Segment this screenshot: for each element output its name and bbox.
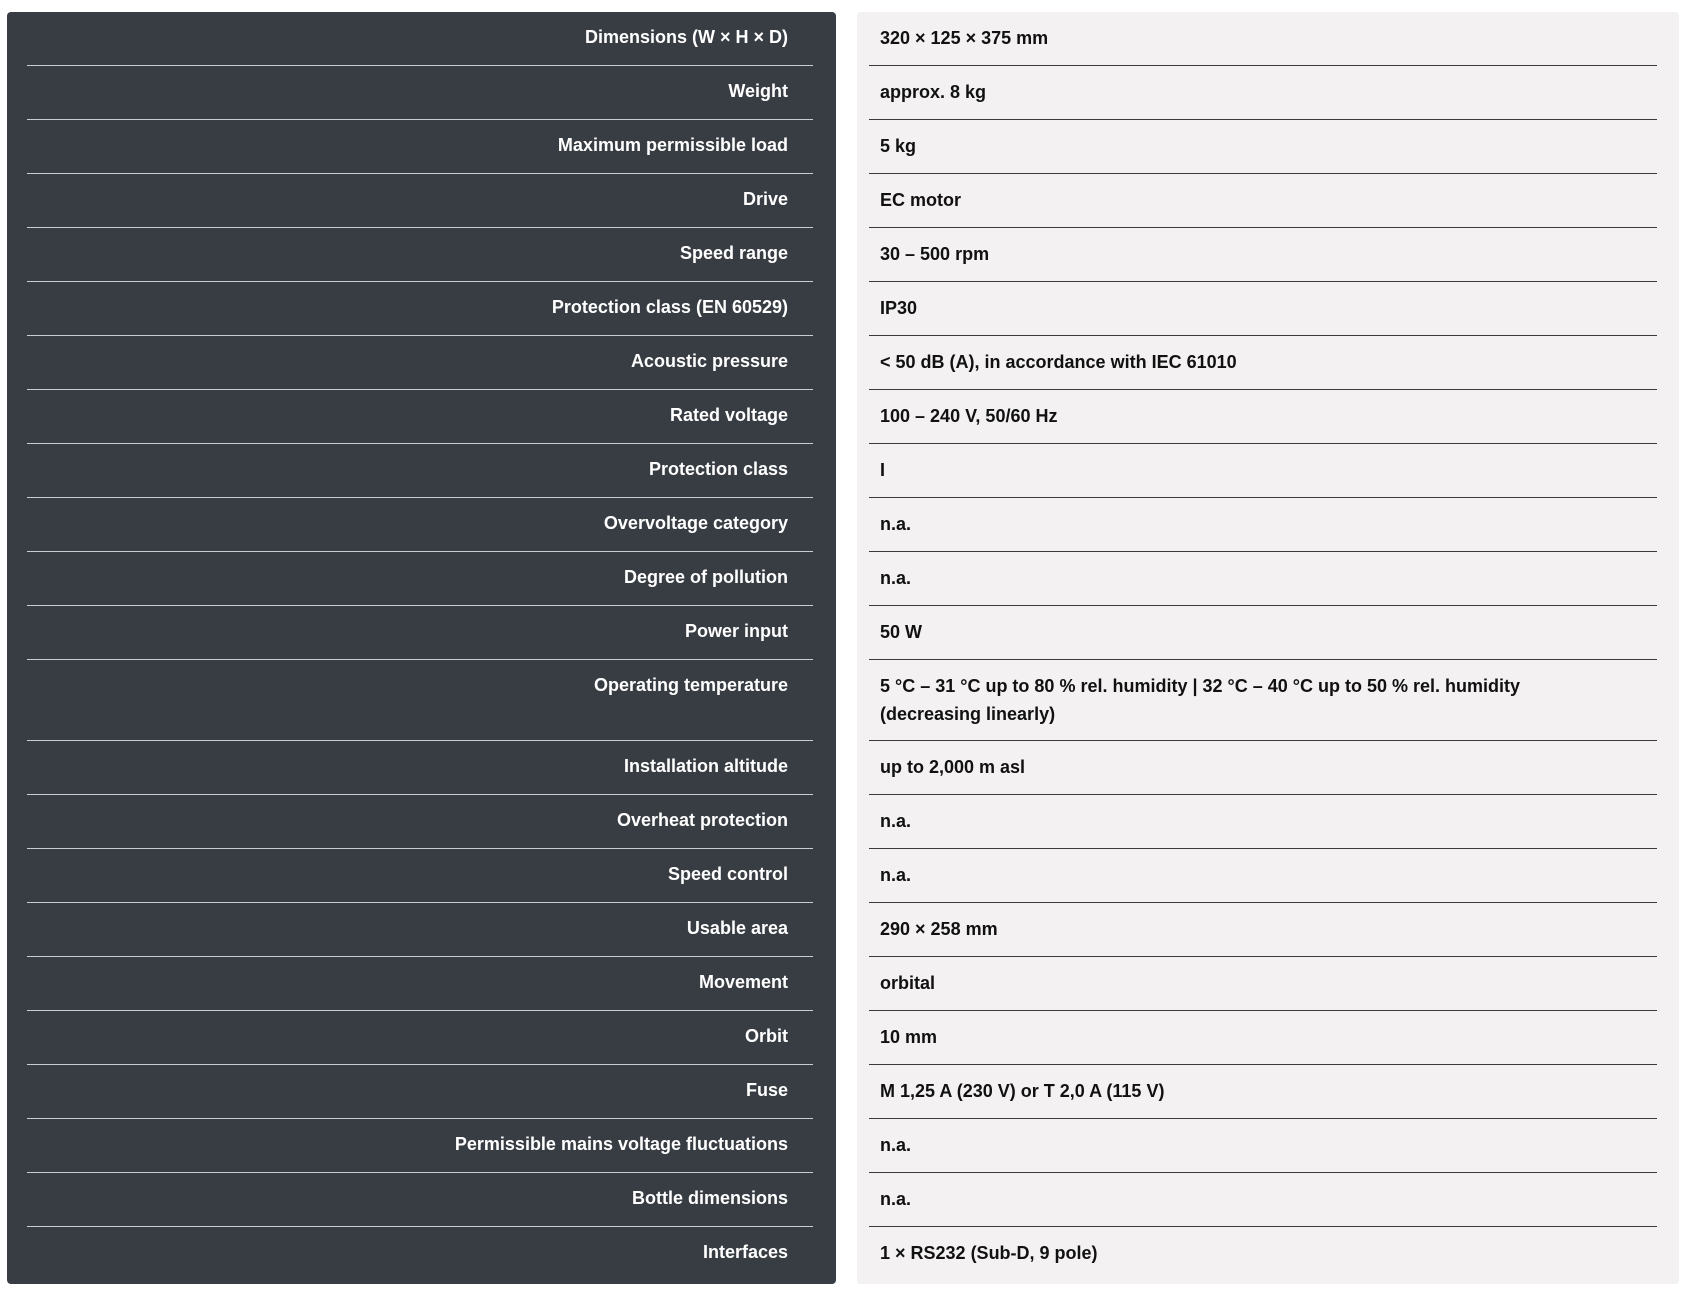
spec-value: M 1,25 A (230 V) or T 2,0 A (115 V) [880,1081,1165,1101]
spec-value: n.a. [880,811,912,831]
spec-label: Speed range [679,243,788,263]
spec-rows [7,12,1679,1281]
spec-label: Degree of pollution [624,567,788,587]
spec-label: Permissible mains voltage fluctuations [454,1134,788,1154]
spec-value: I [880,460,886,480]
spec-table [7,12,1679,1284]
spec-label: Maximum permissible load [557,135,788,155]
spec-label: Weight [728,81,788,101]
spec-value: n.a. [880,1189,912,1209]
spec-value: 5 kg [880,136,917,156]
spec-value: orbital [880,973,936,993]
spec-row [7,444,1679,498]
spec-row [7,957,1679,1011]
spec-label: Overvoltage category [603,513,788,533]
spec-row [7,552,1679,606]
spec-label: Drive [742,189,788,209]
spec-label: Speed control [667,864,788,884]
spec-value: < 50 dB (A), in accordance with IEC 61010 [880,352,1237,372]
spec-value: 10 mm [880,1027,938,1047]
spec-value: 320 × 125 × 375 mm [880,28,1049,48]
spec-label: Bottle dimensions [631,1188,788,1208]
spec-label: Protection class [648,459,788,479]
spec-row [7,606,1679,660]
spec-row [7,1227,1679,1281]
spec-value: n.a. [880,568,912,588]
spec-row [7,228,1679,282]
spec-label: Installation altitude [623,756,788,776]
spec-row [7,174,1679,228]
spec-label: Overheat protection [616,810,788,830]
spec-label: Orbit [745,1026,788,1046]
spec-row [7,66,1679,120]
spec-label: Acoustic pressure [630,351,788,371]
spec-row [7,336,1679,390]
spec-row [7,1173,1679,1227]
spec-row [7,498,1679,552]
spec-value: n.a. [880,514,912,534]
spec-label: Power input [685,621,788,641]
spec-row [7,390,1679,444]
spec-value: IP30 [880,298,918,318]
spec-value: 30 – 500 rpm [880,244,990,264]
spec-label: Dimensions (W × H × D) [584,27,788,47]
spec-value: 5 °C – 31 °C up to 80 % rel. humidity | 32 °C – 40 °C up to 50 % rel. humidity (decreasing linearly) [880,676,1520,724]
spec-row [7,849,1679,903]
spec-label: Movement [698,972,788,992]
spec-row [7,12,1679,66]
spec-label: Protection class (EN 60529) [551,297,788,317]
spec-row [7,1065,1679,1119]
spec-value: 1 × RS232 (Sub-D, 9 pole) [880,1243,1098,1263]
spec-row [7,1011,1679,1065]
spec-row [7,282,1679,336]
spec-value: 290 × 258 mm [880,919,998,939]
spec-value: 100 – 240 V, 50/60 Hz [880,406,1058,426]
spec-label: Fuse [745,1080,788,1100]
spec-row [7,795,1679,849]
spec-value: EC motor [880,190,961,210]
spec-label: Rated voltage [669,405,788,425]
spec-row [7,660,1679,741]
spec-row [7,120,1679,174]
spec-label: Operating temperature [593,675,788,695]
spec-value: approx. 8 kg [880,82,987,102]
spec-value: n.a. [880,1135,912,1155]
spec-row [7,903,1679,957]
spec-label: Usable area [686,918,788,938]
spec-value: 50 W [880,622,923,642]
spec-row [7,741,1679,795]
spec-row [7,1119,1679,1173]
spec-value: n.a. [880,865,912,885]
spec-value: up to 2,000 m asl [880,757,1026,777]
spec-label: Interfaces [702,1242,788,1262]
